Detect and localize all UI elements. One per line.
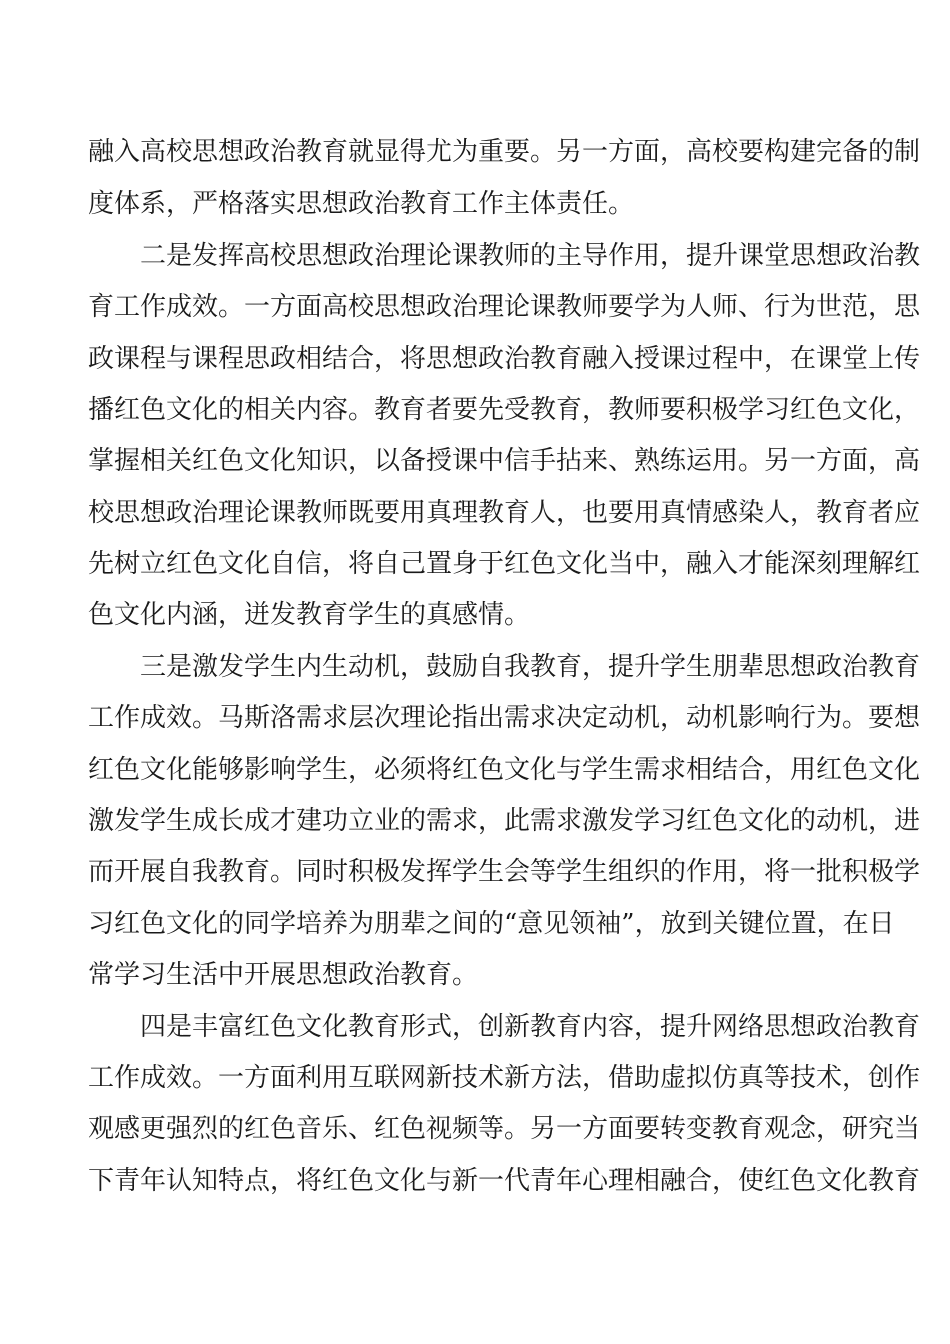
text-line: 而开展自我教育。同时积极发挥学生会等学生组织的作用，将一批积极学 bbox=[88, 857, 921, 887]
text-line: 掌握相关红色文化知识，以备授课中信手拈来、熟练运用。另一方面，高 bbox=[88, 446, 921, 476]
text-line: 播红色文化的相关内容。教育者要先受教育，教师要积极学习红色文化， bbox=[88, 395, 921, 425]
text-line: 工作成效。一方面利用互联网新技术新方法，借助虚拟仿真等技术，创作 bbox=[88, 1063, 921, 1093]
text-line: 色文化内涵，迸发教育学生的真感情。 bbox=[88, 600, 531, 630]
text-line: 下青年认知特点，将红色文化与新一代青年心理相融合，使红色文化教育 bbox=[88, 1166, 921, 1196]
text-line: 先树立红色文化自信，将自己置身于红色文化当中，融入才能深刻理解红 bbox=[88, 549, 921, 579]
text-line: 红色文化能够影响学生，必须将红色文化与学生需求相结合，用红色文化 bbox=[88, 755, 921, 785]
text-line: 校思想政治理论课教师既要用真理教育人，也要用真情感染人，教育者应 bbox=[88, 498, 921, 528]
paragraph-first-line: 二是发挥高校思想政治理论课教师的主导作用，提升课堂思想政治教 bbox=[140, 241, 921, 271]
text-line: 激发学生成长成才建功立业的需求，此需求激发学习红色文化的动机，进 bbox=[88, 806, 921, 836]
text-line: 工作成效。马斯洛需求层次理论指出需求决定动机，动机影响行为。要想 bbox=[88, 703, 921, 733]
text-line: 观感更强烈的红色音乐、红色视频等。另一方面要转变教育观念，研究当 bbox=[88, 1114, 921, 1144]
text-line: 政课程与课程思政相结合，将思想政治教育融入授课过程中，在课堂上传 bbox=[88, 344, 921, 374]
text-line: 习红色文化的同学培养为朋辈之间的“意见领袖”，放到关键位置，在日 bbox=[88, 909, 895, 939]
text-line: 度体系，严格落实思想政治教育工作主体责任。 bbox=[88, 189, 635, 219]
text-line: 常学习生活中开展思想政治教育。 bbox=[88, 960, 479, 990]
text-line: 融入高校思想政治教育就显得尤为重要。另一方面，高校要构建完备的制 bbox=[88, 137, 921, 167]
paragraph-first-line: 四是丰富红色文化教育形式，创新教育内容，提升网络思想政治教育 bbox=[140, 1012, 921, 1042]
text-line: 育工作成效。一方面高校思想政治理论课教师要学为人师、行为世范，思 bbox=[88, 292, 921, 322]
paragraph-first-line: 三是激发学生内生动机，鼓励自我教育，提升学生朋辈思想政治教育 bbox=[140, 652, 921, 682]
